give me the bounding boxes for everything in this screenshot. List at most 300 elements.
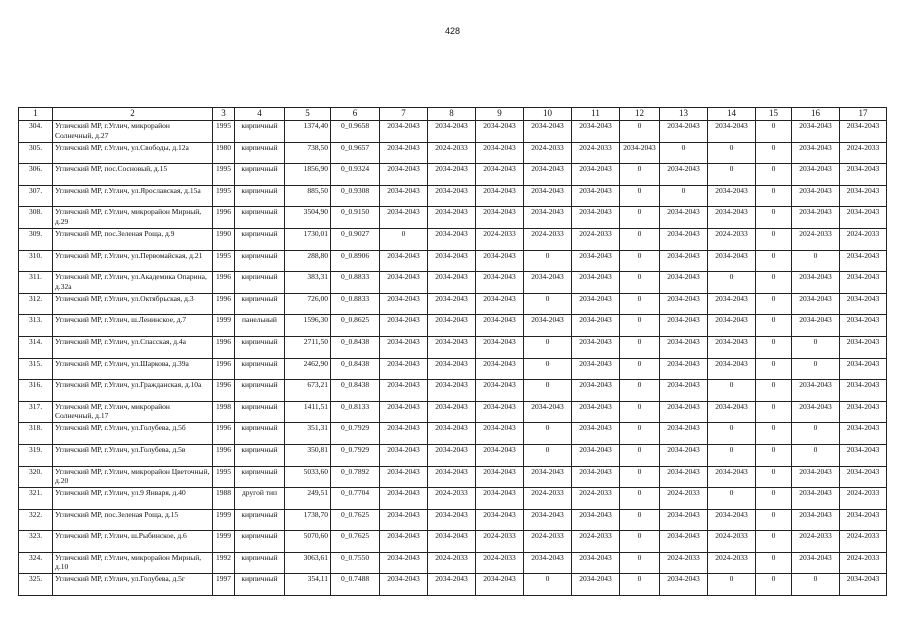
period-cell-col11: 2034-2043 (572, 207, 620, 229)
year-cell: 1996 (213, 380, 235, 402)
period-cell-col8: 2034-2043 (428, 164, 476, 186)
period-cell-col14: 0 (708, 574, 756, 596)
period-cell-col12: 0 (620, 315, 660, 337)
coefficient-cell: 0_0.8906 (331, 250, 380, 272)
period-cell-col15: 0 (756, 444, 792, 466)
column-header-16: 16 (792, 108, 840, 121)
period-cell-col13: 2034-2043 (660, 315, 708, 337)
period-cell-col8: 2024-2033 (428, 552, 476, 574)
column-header-10: 10 (524, 108, 572, 121)
period-cell-col7: 2034-2043 (380, 509, 428, 531)
column-header-7: 7 (380, 108, 428, 121)
period-cell-col9: 2034-2043 (476, 121, 524, 143)
period-cell-col17: 2034-2043 (840, 250, 887, 272)
period-cell-col14: 2024-2033 (708, 531, 756, 553)
row-number-cell: 314. (19, 336, 53, 358)
period-cell-col9: 2034-2043 (476, 509, 524, 531)
wall-material-cell: кирпичный (235, 401, 285, 423)
period-cell-col7: 2034-2043 (380, 142, 428, 164)
table-row (19, 207, 887, 229)
period-cell-col9: 2024-2033 (476, 228, 524, 250)
period-cell-col10: 2024-2033 (524, 531, 572, 553)
table-header (19, 108, 887, 121)
table-row (19, 466, 887, 488)
row-number-cell: 313. (19, 315, 53, 337)
period-cell-col17: 2034-2043 (840, 466, 887, 488)
wall-material-cell: другой тип (235, 488, 285, 510)
period-cell-col8: 2034-2043 (428, 315, 476, 337)
period-cell-col17: 2024-2033 (840, 552, 887, 574)
period-cell-col12: 0 (620, 250, 660, 272)
period-cell-col13: 2034-2043 (660, 121, 708, 143)
period-cell-col17: 2034-2043 (840, 380, 887, 402)
wall-material-cell: кирпичный (235, 380, 285, 402)
coefficient-cell: 0_0.7625 (331, 531, 380, 553)
address-cell: Угличский МР, г.Углич, ул.Первомайская, д.21 (53, 250, 213, 272)
period-cell-col13: 2034-2043 (660, 509, 708, 531)
wall-material-cell: кирпичный (235, 164, 285, 186)
period-cell-col14: 0 (708, 164, 756, 186)
period-cell-col9: 2034-2043 (476, 574, 524, 596)
period-cell-col13: 0 (660, 142, 708, 164)
period-cell-col13: 2034-2043 (660, 207, 708, 229)
year-cell: 1997 (213, 574, 235, 596)
coefficient-cell: 0_0.7550 (331, 552, 380, 574)
period-cell-col11: 2034-2043 (572, 401, 620, 423)
period-cell-col17: 2034-2043 (840, 336, 887, 358)
period-cell-col14: 2024-2033 (708, 228, 756, 250)
table-row (19, 250, 887, 272)
period-cell-col8: 2034-2043 (428, 272, 476, 294)
period-cell-col15: 0 (756, 466, 792, 488)
table-row (19, 531, 887, 553)
column-header-8: 8 (428, 108, 476, 121)
address-cell: Угличский МР, г.Углич, ул.Спасская, д.4а (53, 336, 213, 358)
period-cell-col9: 2034-2043 (476, 336, 524, 358)
address-cell: Угличский МР, г.Углич, микрорайон Цветочный, д.20 (53, 466, 213, 488)
column-header-13: 13 (660, 108, 708, 121)
period-cell-col11: 2024-2033 (572, 228, 620, 250)
period-cell-col10: 2024-2033 (524, 228, 572, 250)
year-cell: 1996 (213, 423, 235, 445)
period-cell-col12: 0 (620, 531, 660, 553)
period-cell-col17: 2024-2033 (840, 142, 887, 164)
period-cell-col15: 0 (756, 552, 792, 574)
period-cell-col16: 2034-2043 (792, 164, 840, 186)
year-cell: 1995 (213, 466, 235, 488)
period-cell-col14: 2034-2043 (708, 250, 756, 272)
period-cell-col9: 2034-2043 (476, 358, 524, 380)
table-row (19, 315, 887, 337)
table-row (19, 228, 887, 250)
period-cell-col16: 2024-2033 (792, 228, 840, 250)
period-cell-col7: 2034-2043 (380, 121, 428, 143)
period-cell-col16: 2034-2043 (792, 185, 840, 207)
period-cell-col8: 2034-2043 (428, 423, 476, 445)
period-cell-col11: 2034-2043 (572, 293, 620, 315)
period-cell-col16: 2034-2043 (792, 401, 840, 423)
period-cell-col9: 2034-2043 (476, 164, 524, 186)
year-cell: 1992 (213, 552, 235, 574)
period-cell-col16: 2034-2043 (792, 207, 840, 229)
area-cell: 673,21 (285, 380, 331, 402)
period-cell-col9: 2034-2043 (476, 185, 524, 207)
period-cell-col12: 0 (620, 228, 660, 250)
period-cell-col16: 2024-2033 (792, 531, 840, 553)
table-row (19, 336, 887, 358)
wall-material-cell: кирпичный (235, 185, 285, 207)
period-cell-col11: 2034-2043 (572, 466, 620, 488)
period-cell-col14: 0 (708, 423, 756, 445)
period-cell-col7: 2034-2043 (380, 336, 428, 358)
area-cell: 1596,30 (285, 315, 331, 337)
row-number-cell: 316. (19, 380, 53, 402)
area-cell: 5070,60 (285, 531, 331, 553)
period-cell-col13: 2034-2043 (660, 574, 708, 596)
period-cell-col13: 2034-2043 (660, 531, 708, 553)
column-header-17: 17 (840, 108, 887, 121)
period-cell-col10: 0 (524, 380, 572, 402)
period-cell-col7: 2034-2043 (380, 293, 428, 315)
wall-material-cell: кирпичный (235, 336, 285, 358)
period-cell-col14: 2034-2043 (708, 336, 756, 358)
period-cell-col16: 2034-2043 (792, 509, 840, 531)
period-cell-col15: 0 (756, 488, 792, 510)
wall-material-cell: кирпичный (235, 444, 285, 466)
period-cell-col17: 2034-2043 (840, 574, 887, 596)
period-cell-col10: 0 (524, 444, 572, 466)
period-cell-col15: 0 (756, 336, 792, 358)
wall-material-cell: кирпичный (235, 228, 285, 250)
period-cell-col7: 2034-2043 (380, 423, 428, 445)
period-cell-col13: 2034-2043 (660, 272, 708, 294)
table-row (19, 272, 887, 294)
address-cell: Угличский МР, г.Углич, ул.Ярославская, д.15а (53, 185, 213, 207)
period-cell-col11: 2034-2043 (572, 444, 620, 466)
year-cell: 1996 (213, 207, 235, 229)
period-cell-col13: 2024-2033 (660, 552, 708, 574)
data-table (18, 107, 887, 596)
year-cell: 1988 (213, 488, 235, 510)
year-cell: 1998 (213, 401, 235, 423)
wall-material-cell: кирпичный (235, 358, 285, 380)
table-row (19, 444, 887, 466)
row-number-cell: 321. (19, 488, 53, 510)
period-cell-col8: 2034-2043 (428, 444, 476, 466)
period-cell-col17: 2034-2043 (840, 358, 887, 380)
period-cell-col12: 0 (620, 466, 660, 488)
period-cell-col14: 2024-2033 (708, 552, 756, 574)
period-cell-col12: 0 (620, 401, 660, 423)
period-cell-col11: 2034-2043 (572, 423, 620, 445)
period-cell-col17: 2034-2043 (840, 444, 887, 466)
period-cell-col10: 0 (524, 250, 572, 272)
period-cell-col7: 2034-2043 (380, 552, 428, 574)
year-cell: 1980 (213, 142, 235, 164)
period-cell-col11: 2034-2043 (572, 509, 620, 531)
period-cell-col12: 0 (620, 164, 660, 186)
period-cell-col16: 2034-2043 (792, 488, 840, 510)
row-number-cell: 308. (19, 207, 53, 229)
year-cell: 1996 (213, 336, 235, 358)
period-cell-col8: 2034-2043 (428, 466, 476, 488)
year-cell: 1999 (213, 315, 235, 337)
period-cell-col17: 2024-2033 (840, 228, 887, 250)
period-cell-col12: 0 (620, 444, 660, 466)
period-cell-col13: 0 (660, 185, 708, 207)
row-number-cell: 312. (19, 293, 53, 315)
period-cell-col14: 2034-2043 (708, 315, 756, 337)
period-cell-col10: 2034-2043 (524, 164, 572, 186)
column-header-2: 2 (53, 108, 213, 121)
period-cell-col15: 0 (756, 272, 792, 294)
row-number-cell: 324. (19, 552, 53, 574)
period-cell-col11: 2034-2043 (572, 336, 620, 358)
period-cell-col14: 2034-2043 (708, 509, 756, 531)
period-cell-col16: 2034-2043 (792, 293, 840, 315)
period-cell-col17: 2034-2043 (840, 509, 887, 531)
coefficient-cell: 0_0.8833 (331, 293, 380, 315)
period-cell-col15: 0 (756, 574, 792, 596)
coefficient-cell: 0_0.8438 (331, 336, 380, 358)
table-row (19, 488, 887, 510)
year-cell: 1995 (213, 121, 235, 143)
period-cell-col15: 0 (756, 228, 792, 250)
period-cell-col15: 0 (756, 207, 792, 229)
period-cell-col14: 0 (708, 272, 756, 294)
wall-material-cell: кирпичный (235, 509, 285, 531)
wall-material-cell: кирпичный (235, 250, 285, 272)
period-cell-col11: 2034-2043 (572, 358, 620, 380)
table-row (19, 552, 887, 574)
period-cell-col13: 2034-2043 (660, 164, 708, 186)
table-row (19, 358, 887, 380)
table-row (19, 293, 887, 315)
row-number-cell: 320. (19, 466, 53, 488)
period-cell-col14: 0 (708, 444, 756, 466)
period-cell-col13: 2034-2043 (660, 228, 708, 250)
row-number-cell: 325. (19, 574, 53, 596)
period-cell-col9: 2024-2033 (476, 531, 524, 553)
table-body (19, 121, 887, 596)
period-cell-col11: 2024-2033 (572, 142, 620, 164)
period-cell-col12: 0 (620, 336, 660, 358)
period-cell-col8: 2034-2043 (428, 380, 476, 402)
coefficient-cell: 0_0.8133 (331, 401, 380, 423)
period-cell-col14: 2034-2043 (708, 358, 756, 380)
period-cell-col11: 2034-2043 (572, 272, 620, 294)
coefficient-cell: 0_0.7929 (331, 423, 380, 445)
period-cell-col16: 2034-2043 (792, 272, 840, 294)
period-cell-col11: 2034-2043 (572, 380, 620, 402)
period-cell-col8: 2024-2033 (428, 142, 476, 164)
period-cell-col7: 2034-2043 (380, 531, 428, 553)
coefficient-cell: 0_0.8833 (331, 272, 380, 294)
period-cell-col7: 2034-2043 (380, 358, 428, 380)
period-cell-col13: 2034-2043 (660, 401, 708, 423)
area-cell: 1856,90 (285, 164, 331, 186)
address-cell: Угличский МР, г.Углич, ш.Ленинское, д.7 (53, 315, 213, 337)
period-cell-col8: 2034-2043 (428, 531, 476, 553)
year-cell: 1996 (213, 293, 235, 315)
row-number-cell: 322. (19, 509, 53, 531)
area-cell: 288,80 (285, 250, 331, 272)
address-cell: Угличский МР, г.Углич, микрорайон Солнечный, д.27 (53, 121, 213, 143)
header-row (19, 108, 887, 121)
column-header-6: 6 (331, 108, 380, 121)
period-cell-col17: 2034-2043 (840, 423, 887, 445)
period-cell-col17: 2034-2043 (840, 207, 887, 229)
wall-material-cell: кирпичный (235, 272, 285, 294)
coefficient-cell: 0_0.9308 (331, 185, 380, 207)
table-row (19, 574, 887, 596)
wall-material-cell: кирпичный (235, 293, 285, 315)
period-cell-col9: 2034-2043 (476, 423, 524, 445)
period-cell-col9: 2034-2043 (476, 466, 524, 488)
period-cell-col16: 2034-2043 (792, 315, 840, 337)
period-cell-col15: 0 (756, 423, 792, 445)
period-cell-col13: 2034-2043 (660, 250, 708, 272)
coefficient-cell: 0_0.9324 (331, 164, 380, 186)
period-cell-col13: 2034-2043 (660, 358, 708, 380)
period-cell-col14: 0 (708, 142, 756, 164)
period-cell-col15: 0 (756, 401, 792, 423)
period-cell-col9: 2034-2043 (476, 444, 524, 466)
area-cell: 249,51 (285, 488, 331, 510)
area-cell: 3504,90 (285, 207, 331, 229)
period-cell-col11: 2034-2043 (572, 315, 620, 337)
period-cell-col10: 2034-2043 (524, 121, 572, 143)
address-cell: Угличский МР, г.Углич, ш.Рыбинское, д.6 (53, 531, 213, 553)
period-cell-col7: 2034-2043 (380, 250, 428, 272)
period-cell-col10: 0 (524, 336, 572, 358)
period-cell-col12: 0 (620, 272, 660, 294)
period-cell-col9: 2034-2043 (476, 207, 524, 229)
period-cell-col7: 2034-2043 (380, 574, 428, 596)
year-cell: 1995 (213, 185, 235, 207)
period-cell-col16: 0 (792, 444, 840, 466)
period-cell-col8: 2024-2033 (428, 488, 476, 510)
period-cell-col8: 2034-2043 (428, 185, 476, 207)
period-cell-col15: 0 (756, 531, 792, 553)
period-cell-col16: 2034-2043 (792, 552, 840, 574)
period-cell-col8: 2034-2043 (428, 293, 476, 315)
address-cell: Угличский МР, г.Углич, ул.Академика Опарина, д.32а (53, 272, 213, 294)
year-cell: 1999 (213, 531, 235, 553)
period-cell-col17: 2034-2043 (840, 185, 887, 207)
period-cell-col12: 0 (620, 380, 660, 402)
area-cell: 726,00 (285, 293, 331, 315)
wall-material-cell: кирпичный (235, 466, 285, 488)
year-cell: 1995 (213, 250, 235, 272)
address-cell: Угличский МР, пос.Зеленая Роща, д.9 (53, 228, 213, 250)
period-cell-col8: 2034-2043 (428, 121, 476, 143)
wall-material-cell: панельный (235, 315, 285, 337)
area-cell: 1738,70 (285, 509, 331, 531)
period-cell-col15: 0 (756, 293, 792, 315)
address-cell: Угличский МР, г.Углич, ул.Свободы, д.12а (53, 142, 213, 164)
period-cell-col12: 0 (620, 488, 660, 510)
period-cell-col16: 2034-2043 (792, 380, 840, 402)
period-cell-col9: 2034-2043 (476, 293, 524, 315)
row-number-cell: 319. (19, 444, 53, 466)
period-cell-col7: 2034-2043 (380, 444, 428, 466)
area-cell: 351,31 (285, 423, 331, 445)
period-cell-col15: 0 (756, 315, 792, 337)
period-cell-col13: 2034-2043 (660, 444, 708, 466)
column-header-14: 14 (708, 108, 756, 121)
coefficient-cell: 0_0.8625 (331, 315, 380, 337)
wall-material-cell: кирпичный (235, 423, 285, 445)
period-cell-col7: 2034-2043 (380, 185, 428, 207)
year-cell: 1996 (213, 358, 235, 380)
period-cell-col15: 0 (756, 358, 792, 380)
coefficient-cell: 0_0.9657 (331, 142, 380, 164)
wall-material-cell: кирпичный (235, 121, 285, 143)
table-row (19, 380, 887, 402)
period-cell-col16: 2034-2043 (792, 142, 840, 164)
year-cell: 1990 (213, 228, 235, 250)
period-cell-col8: 2034-2043 (428, 250, 476, 272)
period-cell-col8: 2034-2043 (428, 574, 476, 596)
period-cell-col17: 2024-2033 (840, 531, 887, 553)
year-cell: 1995 (213, 164, 235, 186)
area-cell: 885,50 (285, 185, 331, 207)
row-number-cell: 306. (19, 164, 53, 186)
column-header-15: 15 (756, 108, 792, 121)
period-cell-col12: 0 (620, 121, 660, 143)
column-header-11: 11 (572, 108, 620, 121)
area-cell: 5033,60 (285, 466, 331, 488)
wall-material-cell: кирпичный (235, 142, 285, 164)
period-cell-col14: 2034-2043 (708, 121, 756, 143)
wall-material-cell: кирпичный (235, 552, 285, 574)
row-number-cell: 307. (19, 185, 53, 207)
period-cell-col10: 2034-2043 (524, 207, 572, 229)
coefficient-cell: 0_0.7892 (331, 466, 380, 488)
period-cell-col13: 2034-2043 (660, 466, 708, 488)
row-number-cell: 315. (19, 358, 53, 380)
period-cell-col9: 2034-2043 (476, 315, 524, 337)
period-cell-col17: 2024-2033 (840, 488, 887, 510)
address-cell: Угличский МР, г.Углич, микрорайон Солнечный, д.17 (53, 401, 213, 423)
period-cell-col9: 2034-2043 (476, 380, 524, 402)
period-cell-col16: 0 (792, 336, 840, 358)
period-cell-col9: 2034-2043 (476, 488, 524, 510)
year-cell: 1996 (213, 444, 235, 466)
address-cell: Угличский МР, г.Углич, ул.Голубева, д.5в (53, 444, 213, 466)
period-cell-col12: 0 (620, 423, 660, 445)
period-cell-col16: 0 (792, 423, 840, 445)
period-cell-col9: 2034-2043 (476, 401, 524, 423)
period-cell-col16: 0 (792, 358, 840, 380)
period-cell-col15: 0 (756, 185, 792, 207)
period-cell-col10: 0 (524, 358, 572, 380)
address-cell: Угличский МР, г.Углич, микрорайон Мирный, д.29 (53, 207, 213, 229)
address-cell: Угличский МР, г.Углич, ул.Голубева, д.5б (53, 423, 213, 445)
period-cell-col15: 0 (756, 142, 792, 164)
period-cell-col16: 2034-2043 (792, 121, 840, 143)
period-cell-col17: 2034-2043 (840, 401, 887, 423)
period-cell-col7: 2034-2043 (380, 466, 428, 488)
row-number-cell: 317. (19, 401, 53, 423)
period-cell-col9: 2034-2043 (476, 272, 524, 294)
period-cell-col14: 2034-2043 (708, 207, 756, 229)
period-cell-col17: 2034-2043 (840, 293, 887, 315)
area-cell: 354,11 (285, 574, 331, 596)
period-cell-col15: 0 (756, 121, 792, 143)
period-cell-col11: 2034-2043 (572, 250, 620, 272)
